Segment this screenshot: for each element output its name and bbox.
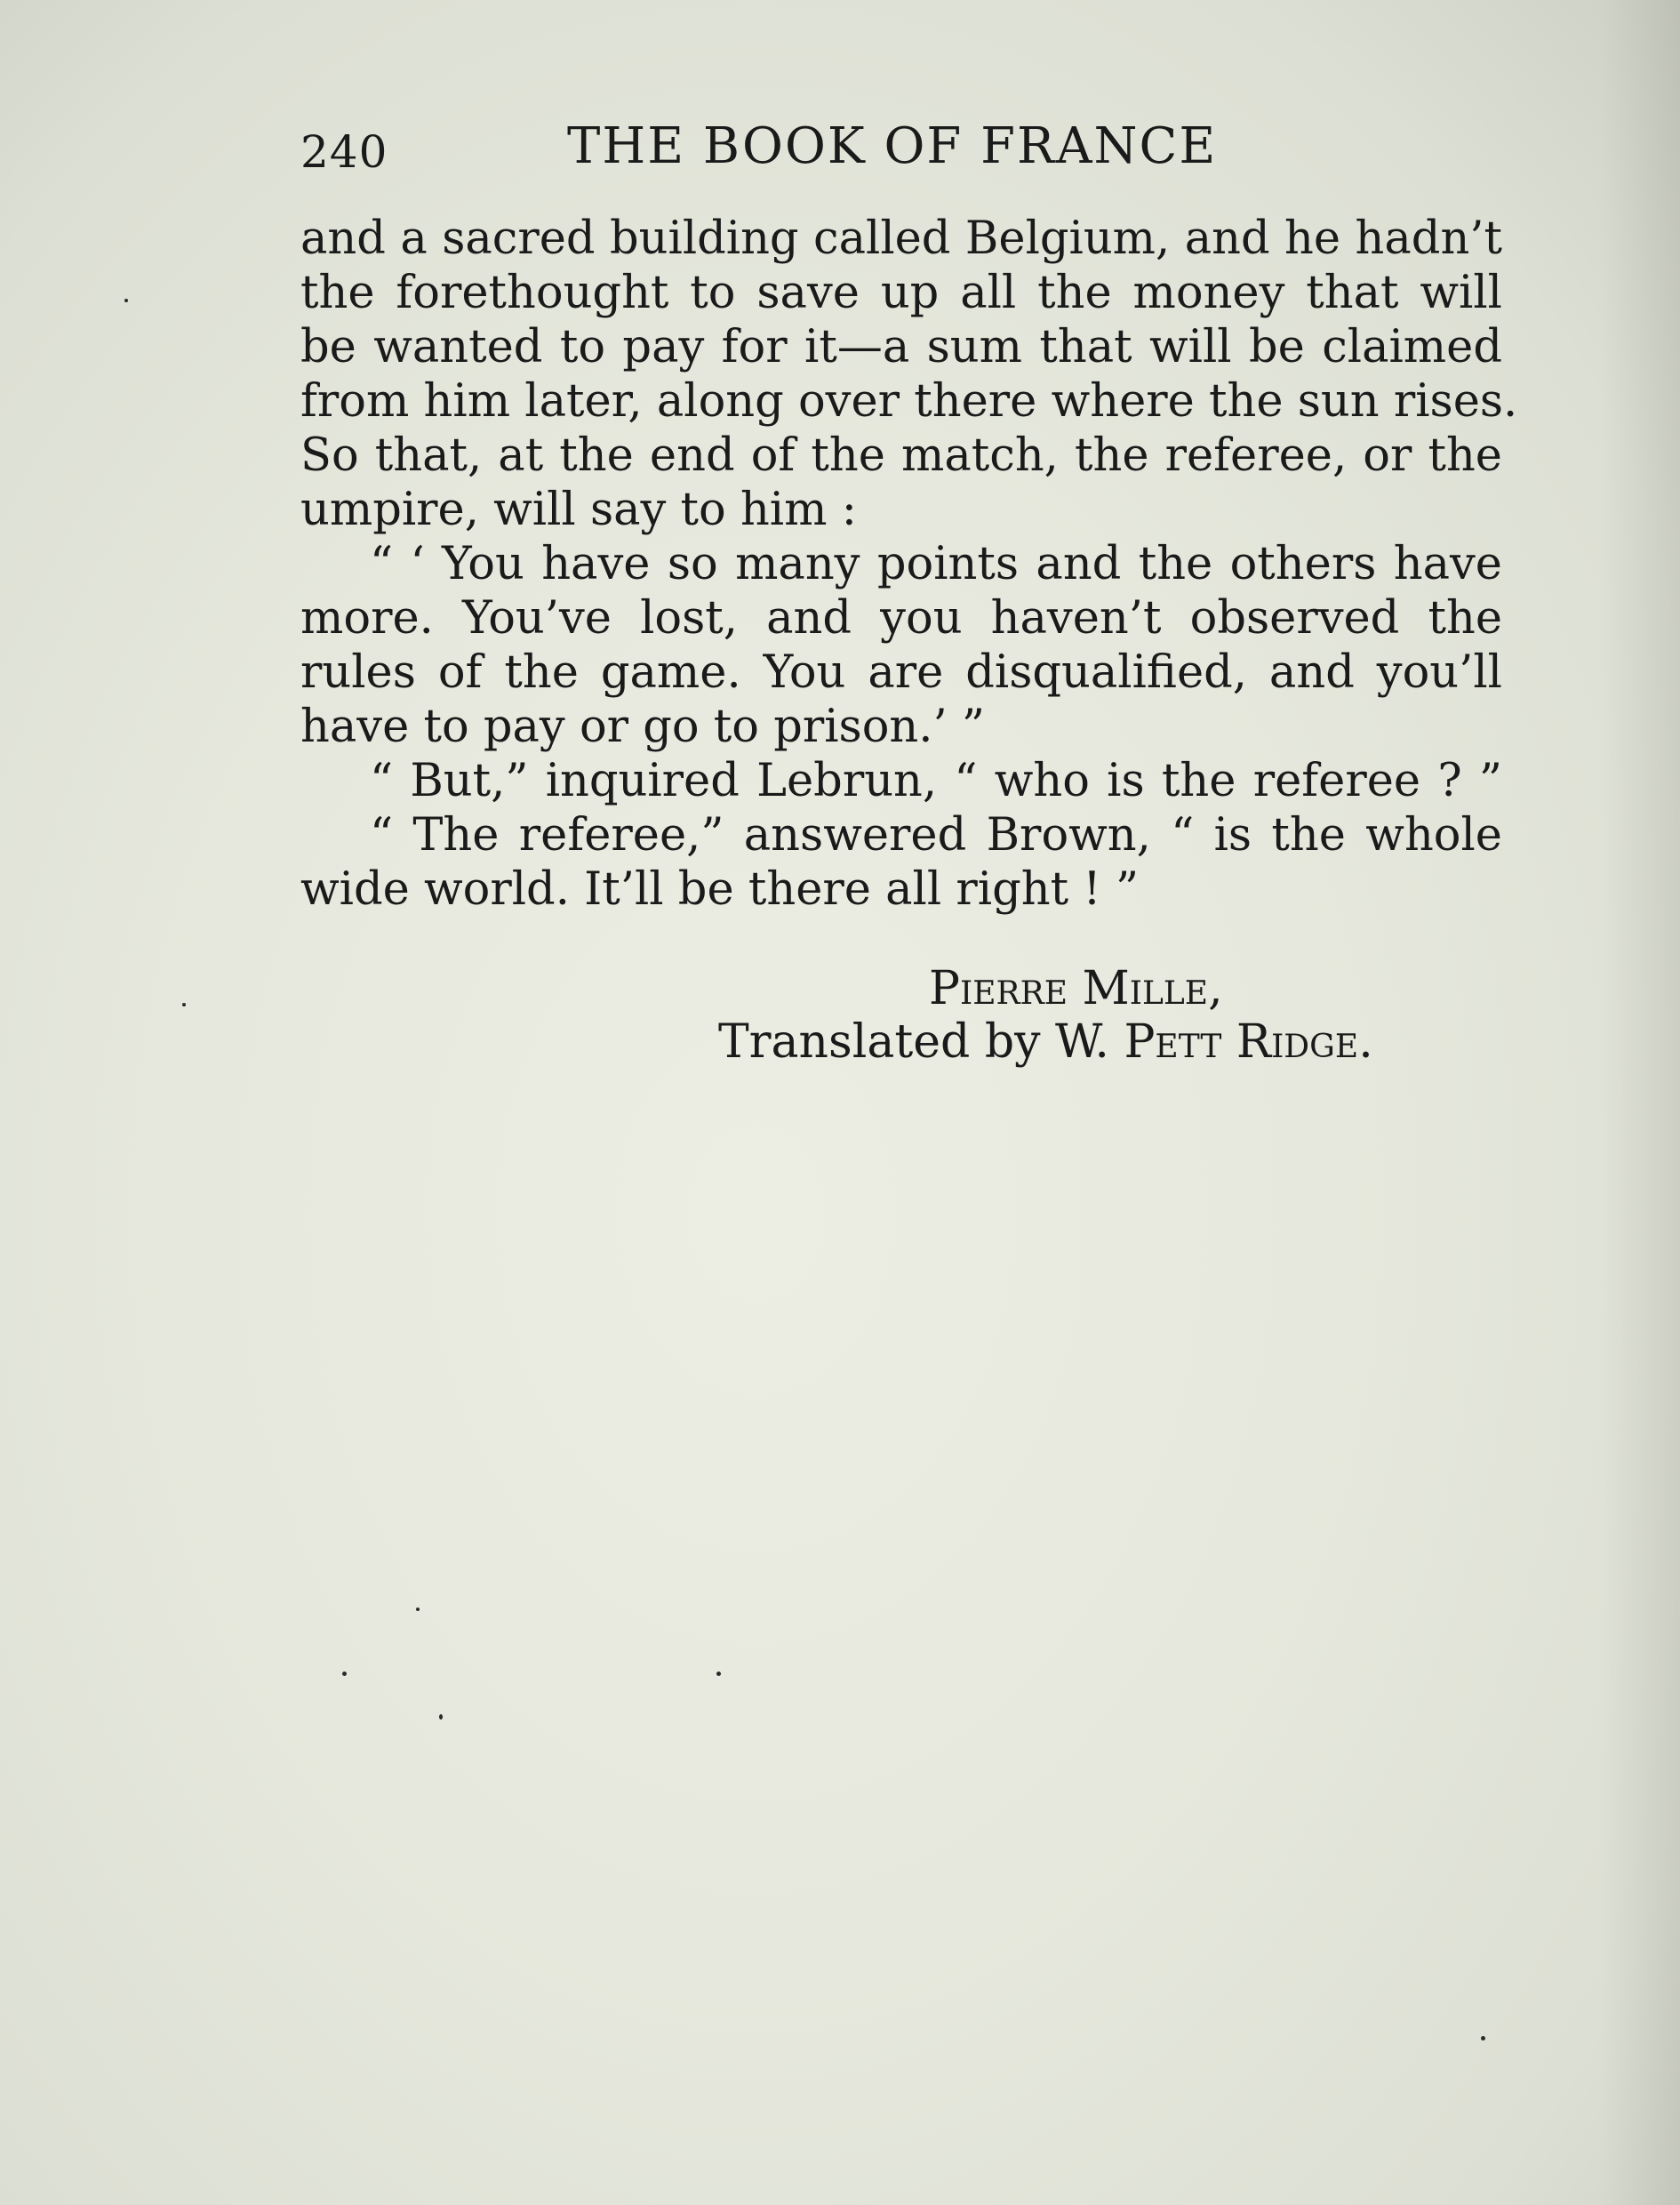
- translator-prefix: Translated by: [718, 1015, 1056, 1069]
- body-text: [300, 212, 1518, 917]
- page-header: [300, 117, 1234, 180]
- text-line: and a sacred building called Belgium, and he hadn’t: [300, 212, 1502, 265]
- text-line: the forethought to save up all the money that will: [300, 267, 1502, 319]
- paper-speck: [416, 1608, 420, 1611]
- author-name: Pierre Mille,: [929, 962, 1223, 1015]
- text-line: So that, at the end of the match, the referee, or the: [300, 429, 1502, 482]
- paper-speck: [716, 1672, 721, 1676]
- translator-line: [718, 1015, 1373, 1070]
- paper-speck: [439, 1714, 443, 1720]
- page-edge-shadow: [1600, 0, 1680, 2205]
- text-line: wide world. It’ll be there all right ! ”: [300, 863, 1140, 916]
- page-number: 240: [300, 126, 388, 178]
- text-line: rules of the game. You are disqualified, and you’ll: [300, 646, 1502, 699]
- text-line: be wanted to pay for it—a sum that will be claimed: [300, 321, 1502, 373]
- translator-name: W. Pett Ridge.: [1055, 1015, 1373, 1069]
- paper-speck: [1481, 2036, 1485, 2041]
- paper-speck: [182, 1003, 186, 1006]
- text-line: “ The referee,” answered Brown, “ is the whole: [370, 809, 1502, 862]
- text-line: have to pay or go to prison.’ ”: [300, 701, 985, 753]
- paper-speck: [124, 299, 128, 302]
- text-line: from him later, along over there where the sun rises.: [300, 375, 1518, 428]
- text-line: “ ‘ You have so many points and the others have: [370, 538, 1502, 590]
- text-line: umpire, will say to him :: [300, 484, 857, 536]
- running-title: THE BOOK OF FRANCE: [567, 117, 1218, 175]
- text-line: more. You’ve lost, and you haven’t observed the: [300, 592, 1502, 645]
- paper-speck: [342, 1672, 347, 1676]
- text-line: “ But,” inquired Lebrun, “ who is the referee ? ”: [370, 755, 1502, 807]
